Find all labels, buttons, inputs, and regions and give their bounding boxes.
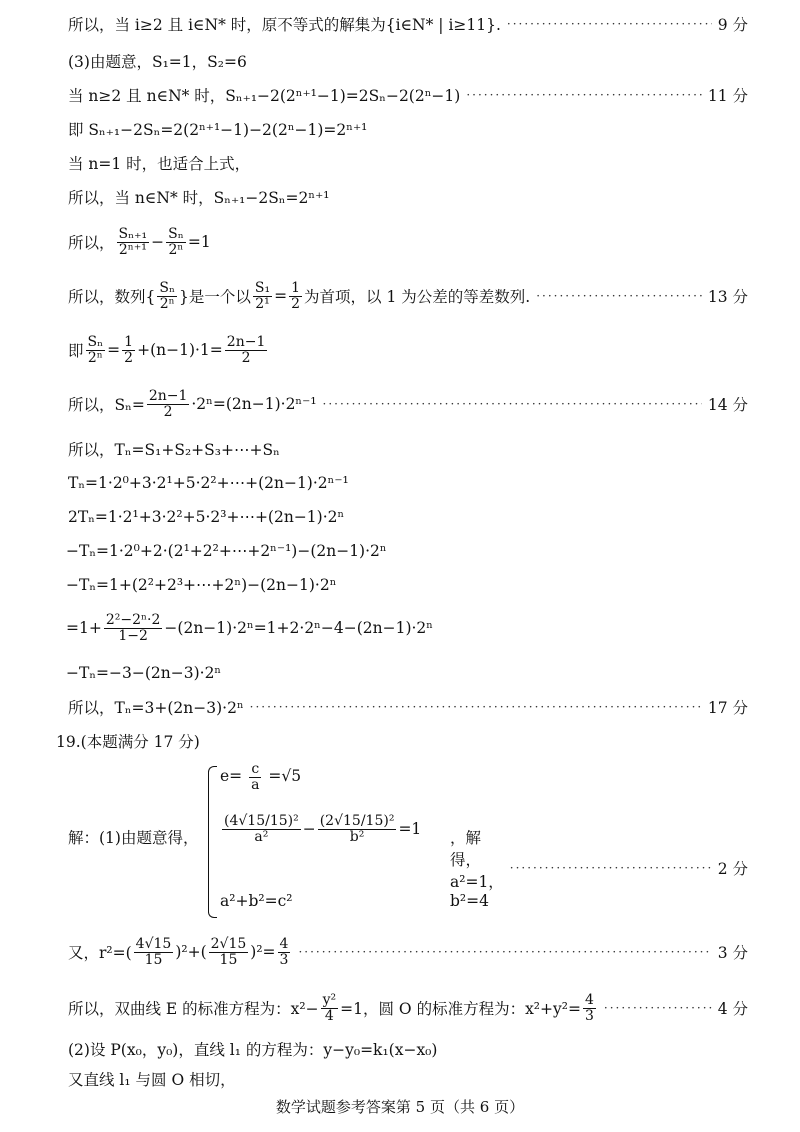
fraction: $\frac{c}{a}$ [251,761,260,793]
score: 4 分 [717,1000,748,1018]
text: 所以，双曲线 E 的标准方程为：x²− [68,1000,319,1018]
line-text: 当 n=1 时，也适合上式， [68,155,251,173]
text: 所以，Sₙ= [68,396,145,414]
line-tn-5 [66,660,748,686]
fraction: $\frac{\text{Sₙ}}{\text{2ⁿ}}$ [168,225,184,258]
text: 解：(1)由题意得， [68,829,199,847]
fraction: $\frac{4}{3}$ [279,935,289,968]
fraction: $\frac{2n-1}{2}$ [226,333,266,366]
line-text: (2)设 P(x₀，y₀)，直线 l₁ 的方程为：y−y₀=k₁(x−x₀) [68,1041,438,1059]
text: 即 [68,342,84,360]
text: = [107,341,121,359]
fraction: $\frac{\text{y²}}{4}$ [322,991,337,1024]
line-5 [68,150,748,176]
fraction: $\frac{1}{2}$ [124,333,134,366]
system-row-2: $\frac{\text{(4√15/15)²}}{\text{a²}}$ − $\frac{\text{(2√15/15)²}}{\text{b²}}$ =1 [224,813,422,845]
text: +(n−1)·1= [137,341,223,359]
text: =1+ [66,619,102,637]
line-text: 当 n≥2 且 n∈N* 时，Sₙ₊₁−2(2ⁿ⁺¹−1)=2Sₙ−2(2ⁿ−1) [68,87,461,105]
system-tail [450,826,748,910]
line-tn-3 [66,538,748,564]
leader-dots [466,88,702,102]
text: 又，r²=( [68,944,132,962]
fraction: $\frac{4√15}{15}$ [135,935,172,968]
line-tn-2 [68,504,748,530]
line-4 [68,116,748,142]
line-sum [66,608,748,648]
fraction: $\frac{4}{3}$ [584,991,594,1024]
line-tn-result [68,694,748,720]
fraction: $\frac{\text{(4√15/15)²}}{\text{a²}}$ [224,813,299,845]
score: 9 分 [717,16,748,34]
fraction: $\frac{\text{Sₙ}}{\text{2ⁿ}}$ [87,333,104,366]
text: −(2n−1)·2ⁿ=1+2·2ⁿ−4−(2n−1)·2ⁿ [164,619,434,637]
text: 所以，数列{ [68,288,156,306]
line-text: 所以，Tₙ=S₁+S₂+S₃+⋯+Sₙ [68,441,280,459]
line-text: 即 Sₙ₊₁−2Sₙ=2(2ⁿ⁺¹−1)−2(2ⁿ−1)=2ⁿ⁺¹ [68,121,368,139]
line-tangent [68,1066,748,1092]
line-2 [68,48,748,74]
leader-dots [510,861,712,875]
score: 14 分 [707,396,748,414]
line-text: 所以，当 n∈N* 时，Sₙ₊₁−2Sₙ=2ⁿ⁺¹ [68,189,330,207]
line-text: (3)由题意，S₁=1，S₂=6 [68,53,247,71]
leader-dots [298,945,711,959]
line-text: 又直线 l₁ 与圆 O 相切， [68,1071,236,1089]
text: − [151,233,165,251]
line-sn [68,384,748,424]
line-ji [68,330,748,370]
fraction: $\frac{2√15}{15}$ [210,935,247,968]
text: 所以， [68,234,115,252]
system-row-3: a²+b²=c² [220,892,293,910]
line-tn-4 [66,572,748,598]
line-tn-1 [68,470,748,496]
fraction: $\frac{\text{S₁}}{\text{2¹}}$ [254,279,271,312]
score: 13 分 [707,288,748,306]
line-text: 19.(本题满分 17 分) [56,733,200,751]
line-text: 2Tₙ=1·2¹+3·2²+5·2³+⋯+(2n−1)·2ⁿ [68,508,345,526]
line-arith-seq [68,276,748,316]
fraction: $\frac{2n-1}{2}$ [148,387,188,420]
text: 为首项，以 1 为公差的等差数列. [304,288,531,306]
line-tn-def [68,436,748,462]
leader-dots [536,289,702,303]
leader-dots [250,700,702,714]
text: ·2ⁿ=(2n−1)·2ⁿ⁻¹ [191,395,317,413]
fraction: $\frac{\text{Sₙ}}{\text{2ⁿ}}$ [159,279,176,312]
text: )²= [250,943,276,961]
line-part2 [68,1036,748,1062]
line-3 [68,82,748,108]
left-brace [208,766,217,918]
score: 11 分 [707,87,748,105]
line-frac-diff [68,222,748,262]
text: =1，圆 O 的标准方程为：x²+y²= [340,1000,581,1018]
score: 3 分 [717,944,748,962]
text: )²+( [175,943,207,961]
line-text: −Tₙ=1·2⁰+2·(2¹+2²+⋯+2ⁿ⁻¹)−(2n−1)·2ⁿ [66,542,387,560]
score: 17 分 [707,699,748,717]
line-1 [68,11,748,37]
line-text: Tₙ=1·2⁰+3·2¹+5·2²+⋯+(2n−1)·2ⁿ⁻¹ [68,474,349,492]
score: 2 分 [717,860,748,878]
line-text: 所以，Tₙ=3+(2n−3)·2ⁿ [68,699,244,717]
system-row-1: e= $\frac{c}{a}$ =√5 [220,761,302,793]
text: }是一个以 [179,288,251,306]
line-standard-eq [68,988,748,1028]
fraction: $\frac{\text{(2√15/15)²}}{\text{b²}}$ [319,813,395,845]
leader-dots [604,1001,712,1015]
text: ，解得，a²=1，b²=4 [450,829,504,910]
question-19-heading [56,728,748,754]
text: = [274,287,288,305]
line-text: −Tₙ=1+(2²+2³+⋯+2ⁿ)−(2n−1)·2ⁿ [66,576,337,594]
line-r2 [68,932,748,972]
leader-dots [507,17,712,31]
leader-dots [323,397,702,411]
fraction: $\frac{\text{2²−2ⁿ·2}}{1-2}$ [105,611,161,644]
fraction: $\frac{1}{2}$ [291,279,301,312]
equation-system [68,762,748,922]
fraction: $\frac{\text{Sₙ₊₁}}{\text{2ⁿ⁺¹}}$ [118,225,148,258]
line-text: 所以，当 i≥2 且 i∈N* 时，原不等式的解集为{i∈N* | i≥11}. [68,16,501,34]
text: =1 [187,233,211,251]
line-6 [68,184,748,210]
page-footer: 数学试题参考答案第 5 页（共 6 页） [275,1098,525,1116]
line-text: −Tₙ=−3−(2n−3)·2ⁿ [66,664,222,682]
